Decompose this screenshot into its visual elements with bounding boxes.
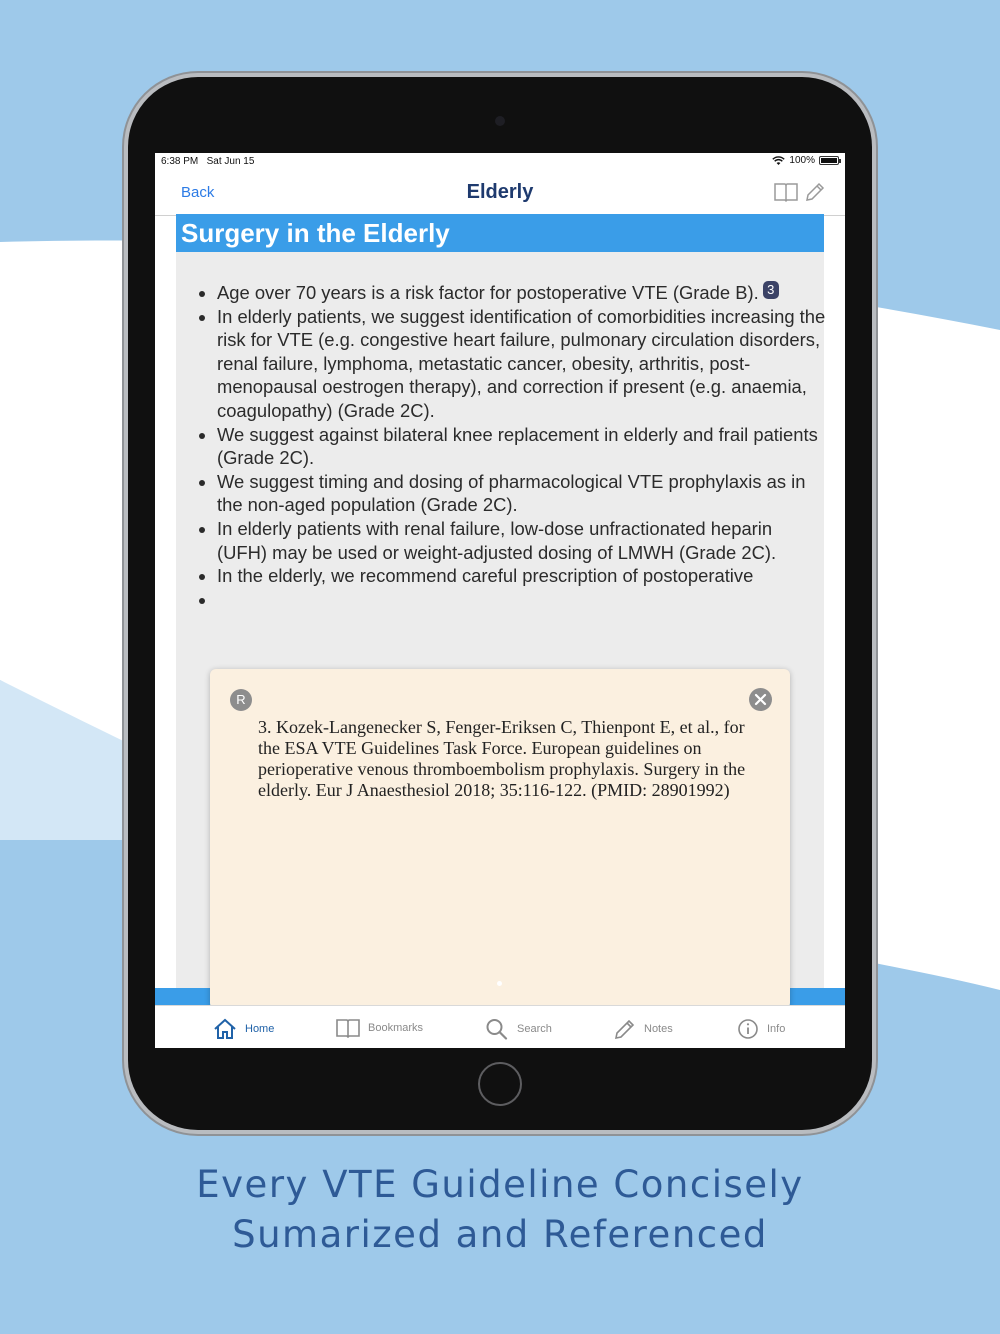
tab-search-label: Search (517, 1023, 552, 1035)
wifi-icon (772, 156, 785, 166)
tab-bar (155, 1005, 845, 1048)
info-icon (737, 1018, 759, 1040)
nav-actions (773, 180, 827, 204)
close-button[interactable] (749, 688, 772, 711)
list-item: • In elderly patients with renal failure, low-dose unfractionated heparin (UFH) may be used or weight-adjusted dosing of LMWH (Grade 2C). (217, 517, 827, 564)
reference-text: 3. Kozek-Langenecker S, Fenger-Eriksen C, Thienpont E, et al., for the ESA VTE Guidelines Task Force. European guidelines on perioperative venous thromboembolism prophylaxis. Surgery in the elderly. Eur J Anaesthesiol 2018; 35:116-122. (PMID: 28901992) (258, 717, 746, 800)
camera-icon (495, 116, 505, 126)
tab-search[interactable] (485, 1018, 552, 1040)
battery-percent: 100% (789, 155, 815, 166)
page-title: Elderly (466, 181, 534, 203)
status-indicators (772, 155, 839, 166)
tab-notes[interactable] (614, 1018, 673, 1040)
caption-line-2: Sumarized and Referenced (232, 1213, 768, 1256)
close-icon (749, 688, 772, 711)
marketing-caption (0, 1160, 1000, 1260)
list-item: • We suggest against bilateral knee replacement in elderly and frail patients (Grade 2C). (217, 423, 827, 470)
tab-notes-label: Notes (644, 1023, 673, 1035)
reference-popup (210, 669, 790, 1009)
device-home-button[interactable] (478, 1062, 522, 1106)
tab-bookmarks-label: Bookmarks (368, 1022, 424, 1034)
pencil-icon[interactable] (803, 180, 827, 204)
guideline-list (191, 281, 827, 611)
app-screen (155, 153, 845, 1048)
status-time: 6:38 PM Sat Jun 15 (161, 156, 255, 167)
bookmark-book-icon[interactable] (773, 180, 799, 204)
pencil-icon (614, 1018, 636, 1040)
list-item: • In the elderly, we recommend careful prescription of postoperative (217, 564, 827, 588)
home-icon (213, 1018, 237, 1040)
battery-icon (819, 156, 839, 165)
list-item: • Age over 70 years is a risk factor for postoperative VTE (Grade B). 3 (217, 281, 827, 305)
tab-info-label: Info (767, 1023, 786, 1035)
tab-home[interactable] (213, 1018, 274, 1040)
tab-home-label: Home (245, 1023, 275, 1035)
list-item (217, 588, 827, 612)
caption-line-1: Every VTE Guideline Concisely (196, 1163, 804, 1206)
list-item: • We suggest timing and dosing of pharmacological VTE prophylaxis as in the non-aged population (Grade 2C). (217, 470, 827, 517)
reference-r-badge: R (230, 689, 252, 711)
status-bar (155, 153, 845, 171)
tab-info[interactable] (737, 1018, 785, 1040)
tab-bookmarks[interactable] (336, 1018, 423, 1038)
navigation-bar (155, 171, 845, 216)
list-item: • In elderly patients, we suggest identification of comorbidities increasing the risk for VTE (e.g. congestive heart failure, pulmonary circulation disorders, renal failure, lymphoma, metastatic cancer, obesity, arthritis, post-menopausal oestrogen therapy), and correction if present (e.g. anaemia, coagulopathy) (Grade 2C). (217, 305, 827, 423)
back-button[interactable]: Back (181, 184, 215, 201)
page-indicator-dot (497, 981, 502, 986)
reference-badge[interactable]: 3 (763, 281, 779, 299)
search-icon (485, 1018, 509, 1040)
book-icon (336, 1018, 360, 1038)
section-header: Surgery in the Elderly (176, 214, 824, 252)
